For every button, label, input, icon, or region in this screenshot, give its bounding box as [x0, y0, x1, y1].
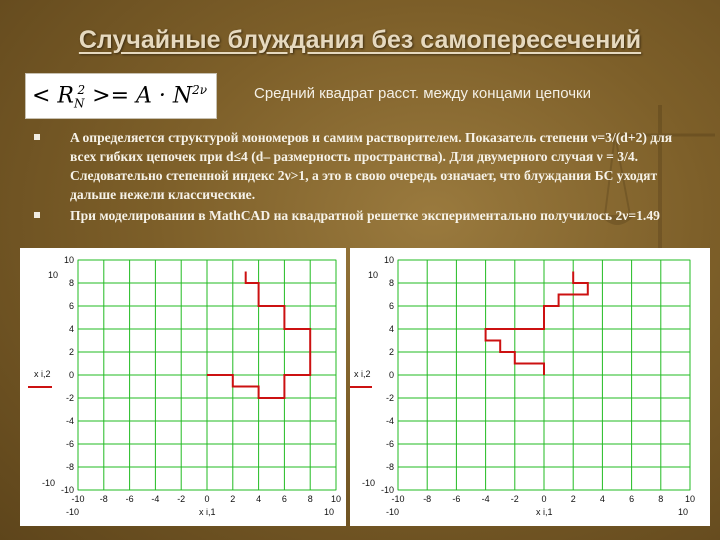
x-tick-label: -2 [177, 494, 186, 504]
y-tick-label: -2 [385, 393, 394, 403]
y-tick-label: 0 [388, 370, 394, 380]
x-tick-label: -10 [71, 494, 85, 504]
y-tick-label: 10 [383, 255, 394, 265]
walk-chart-1 [20, 248, 346, 526]
x-tick-label: 2 [570, 494, 576, 504]
y-axis-label: x i,2 [354, 369, 371, 379]
bullet-square-icon [34, 212, 40, 218]
formula-caption: Средний квадрат расст. между концами цепочки [254, 85, 591, 102]
x-tick-label: 0 [204, 494, 210, 504]
x-tick-label: 8 [307, 494, 313, 504]
x-tick-label: -8 [423, 494, 432, 504]
x-tick-label: 10 [684, 494, 696, 504]
formula-op: >= A · N [85, 83, 193, 109]
y-tick-label: 4 [388, 324, 394, 334]
y-range-top-label: 10 [48, 270, 59, 280]
formula-sup: 2 [77, 83, 86, 97]
x-tick-label: 6 [629, 494, 635, 504]
y-tick-label: -2 [65, 393, 74, 403]
x-tick-label: 0 [541, 494, 547, 504]
y-tick-label: 8 [388, 278, 394, 288]
y-range-bottom-label: -10 [362, 478, 376, 488]
y-range-top-label: 10 [368, 270, 379, 280]
y-tick-label: 6 [388, 301, 394, 311]
x-range-left-label: -10 [66, 507, 80, 517]
bullet-text: A определяется структурой мономеров и самим растворителем. Показатель степени ν=3/(d+2) для всех гибких цепочек при d≤4 (d– размерность пространства). Для двумерного случая ν = 3/4. Следовательно степенной индекс 2ν>1, а это в свою очередь означает, что блуждания БС уходят дальше нежели классические. [70, 130, 673, 202]
y-axis-label: x i,2 [34, 369, 51, 379]
x-tick-label: 4 [599, 494, 605, 504]
y-tick-label: 4 [68, 324, 74, 334]
y-tick-label: -8 [385, 462, 394, 472]
y-tick-label: 2 [68, 347, 74, 357]
formula [32, 83, 207, 111]
walk-path [486, 272, 588, 376]
y-tick-label: -10 [60, 485, 74, 495]
x-tick-label: -4 [481, 494, 490, 504]
y-tick-label: -6 [385, 439, 394, 449]
y-tick-label: 2 [388, 347, 394, 357]
bullet-square-icon [34, 134, 40, 140]
formula-exponent: 2ν [192, 83, 208, 97]
formula-sub: N [74, 96, 85, 111]
y-tick-label: 8 [68, 278, 74, 288]
y-tick-label: -6 [65, 439, 74, 449]
x-tick-label: 10 [330, 494, 342, 504]
y-tick-label: -4 [385, 416, 394, 426]
x-tick-label: -10 [391, 494, 405, 504]
y-range-bottom-label: -10 [42, 478, 56, 488]
slide-title: Случайные блуждания без самопересечений [78, 26, 642, 54]
x-range-left-label: -10 [386, 507, 400, 517]
bullet-item [34, 128, 674, 204]
y-tick-label: 0 [68, 370, 74, 380]
y-tick-label: -10 [380, 485, 394, 495]
y-tick-label: -8 [65, 462, 74, 472]
bullet-item [34, 206, 674, 225]
x-tick-label: 4 [256, 494, 262, 504]
y-tick-label: -4 [65, 416, 74, 426]
x-tick-label: 6 [281, 494, 287, 504]
x-range-right-label: 10 [678, 507, 689, 517]
y-tick-label: 6 [68, 301, 74, 311]
x-tick-label: 2 [230, 494, 236, 504]
x-tick-label: -6 [452, 494, 461, 504]
x-tick-label: -8 [99, 494, 108, 504]
bullet-list [34, 128, 674, 227]
x-range-right-label: 10 [324, 507, 335, 517]
formula-lhs: < R [32, 83, 74, 109]
walk-plot-2 [350, 248, 710, 526]
bullet-text: При моделировании в MathCAD на квадратной решетке экспериментально получилось 2ν=1.49 [70, 208, 660, 223]
x-axis-label: x i,1 [199, 507, 216, 517]
walk-chart-2 [350, 248, 710, 526]
formula-box [25, 73, 217, 119]
x-axis-label: x i,1 [536, 507, 553, 517]
x-tick-label: -2 [510, 494, 519, 504]
walk-plot-1 [20, 248, 346, 526]
x-tick-label: 8 [658, 494, 664, 504]
y-tick-label: 10 [63, 255, 74, 265]
x-tick-label: -6 [125, 494, 134, 504]
x-tick-label: -4 [151, 494, 160, 504]
